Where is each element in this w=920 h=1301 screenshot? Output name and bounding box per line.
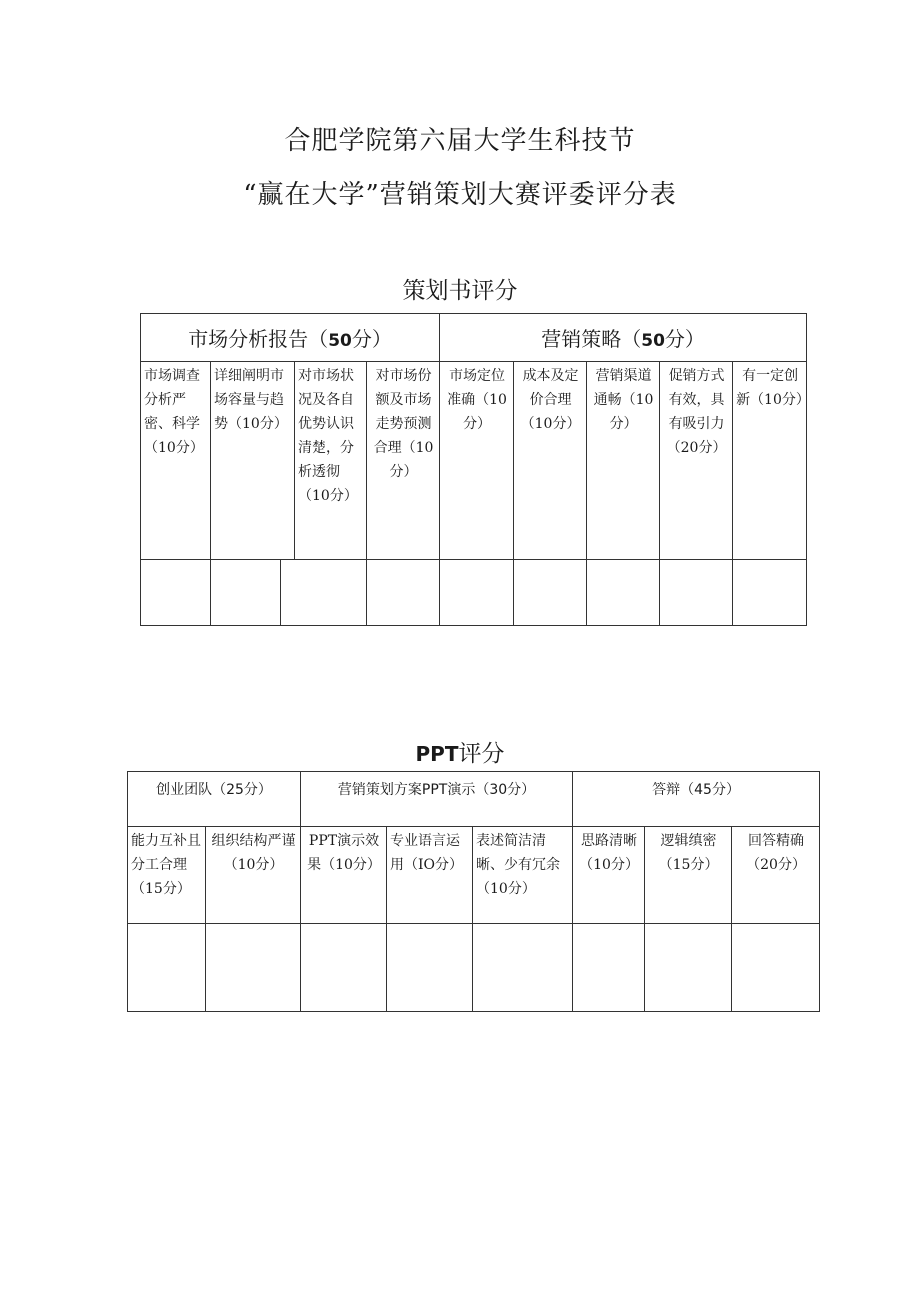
score-cell[interactable] <box>211 560 281 626</box>
defense-header: 答辩（45分） <box>573 772 820 827</box>
score-cell[interactable] <box>128 924 206 1012</box>
score-cell[interactable] <box>301 924 387 1012</box>
criterion-team-complement: 能力互补且分工合理（15分） <box>128 827 206 924</box>
score-cell[interactable] <box>645 924 732 1012</box>
score-cell[interactable] <box>367 560 440 626</box>
score-cell[interactable] <box>281 560 367 626</box>
team-header: 创业团队（25分） <box>128 772 301 827</box>
criterion-logic: 逻辑缜密（15分） <box>645 827 732 924</box>
criterion-promotion: 促销方式有效，具有吸引力（20分） <box>660 362 733 560</box>
score-cell[interactable] <box>387 924 473 1012</box>
criterion-answer-precision: 回答精确（20分） <box>732 827 820 924</box>
score-cell[interactable] <box>733 560 807 626</box>
score-cell[interactable] <box>514 560 587 626</box>
score-cell[interactable] <box>141 560 211 626</box>
title-line-2: “赢在大学”营销策划大赛评委评分表 <box>243 180 677 210</box>
ppt-scoring-table <box>127 771 820 1012</box>
criterion-market-positioning: 市场定位准确（10分） <box>440 362 514 560</box>
criterion-ppt-effect: PPT演示效果（10分） <box>301 827 387 924</box>
ppt-presentation-header: 营销策划方案PPT演示（30分） <box>301 772 573 827</box>
criterion-cost-pricing: 成本及定价合理（10分） <box>514 362 587 560</box>
market-analysis-header: 市场分析报告（50分） <box>141 314 440 362</box>
criterion-market-situation: 对市场状况及各自优势认识清楚，分析透彻（10分） <box>295 362 367 560</box>
criterion-channels: 营销渠道通畅（10分） <box>587 362 660 560</box>
criterion-market-capacity: 详细阐明市场容量与趋势（10分） <box>211 362 295 560</box>
criterion-org-structure: 组织结构严谨（10分） <box>206 827 301 924</box>
criterion-innovation: 有一定创新（10分） <box>733 362 807 560</box>
score-cell[interactable] <box>440 560 514 626</box>
criterion-market-share: 对市场份额及市场走势预测合理（10分） <box>367 362 440 560</box>
marketing-strategy-header: 营销策略（50分） <box>440 314 807 362</box>
plan-section-title: 策划书评分 <box>402 278 518 304</box>
ppt-section-title: PPT评分 <box>415 741 505 767</box>
score-cell[interactable] <box>206 924 301 1012</box>
score-cell[interactable] <box>587 560 660 626</box>
plan-scoring-table <box>140 313 810 626</box>
title-line-1: 合肥学院第六届大学生科技节 <box>284 126 636 156</box>
score-cell[interactable] <box>732 924 820 1012</box>
criterion-market-survey: 市场调查分析严密、科学（10分） <box>141 362 211 560</box>
criterion-clear-thinking: 思路清晰（10分） <box>573 827 645 924</box>
score-cell[interactable] <box>473 924 573 1012</box>
score-cell[interactable] <box>573 924 645 1012</box>
score-cell[interactable] <box>660 560 733 626</box>
criterion-concise-expression: 表述简洁清晰、少有冗余（10分） <box>473 827 573 924</box>
criterion-professional-language: 专业语言运用（IO分） <box>387 827 473 924</box>
